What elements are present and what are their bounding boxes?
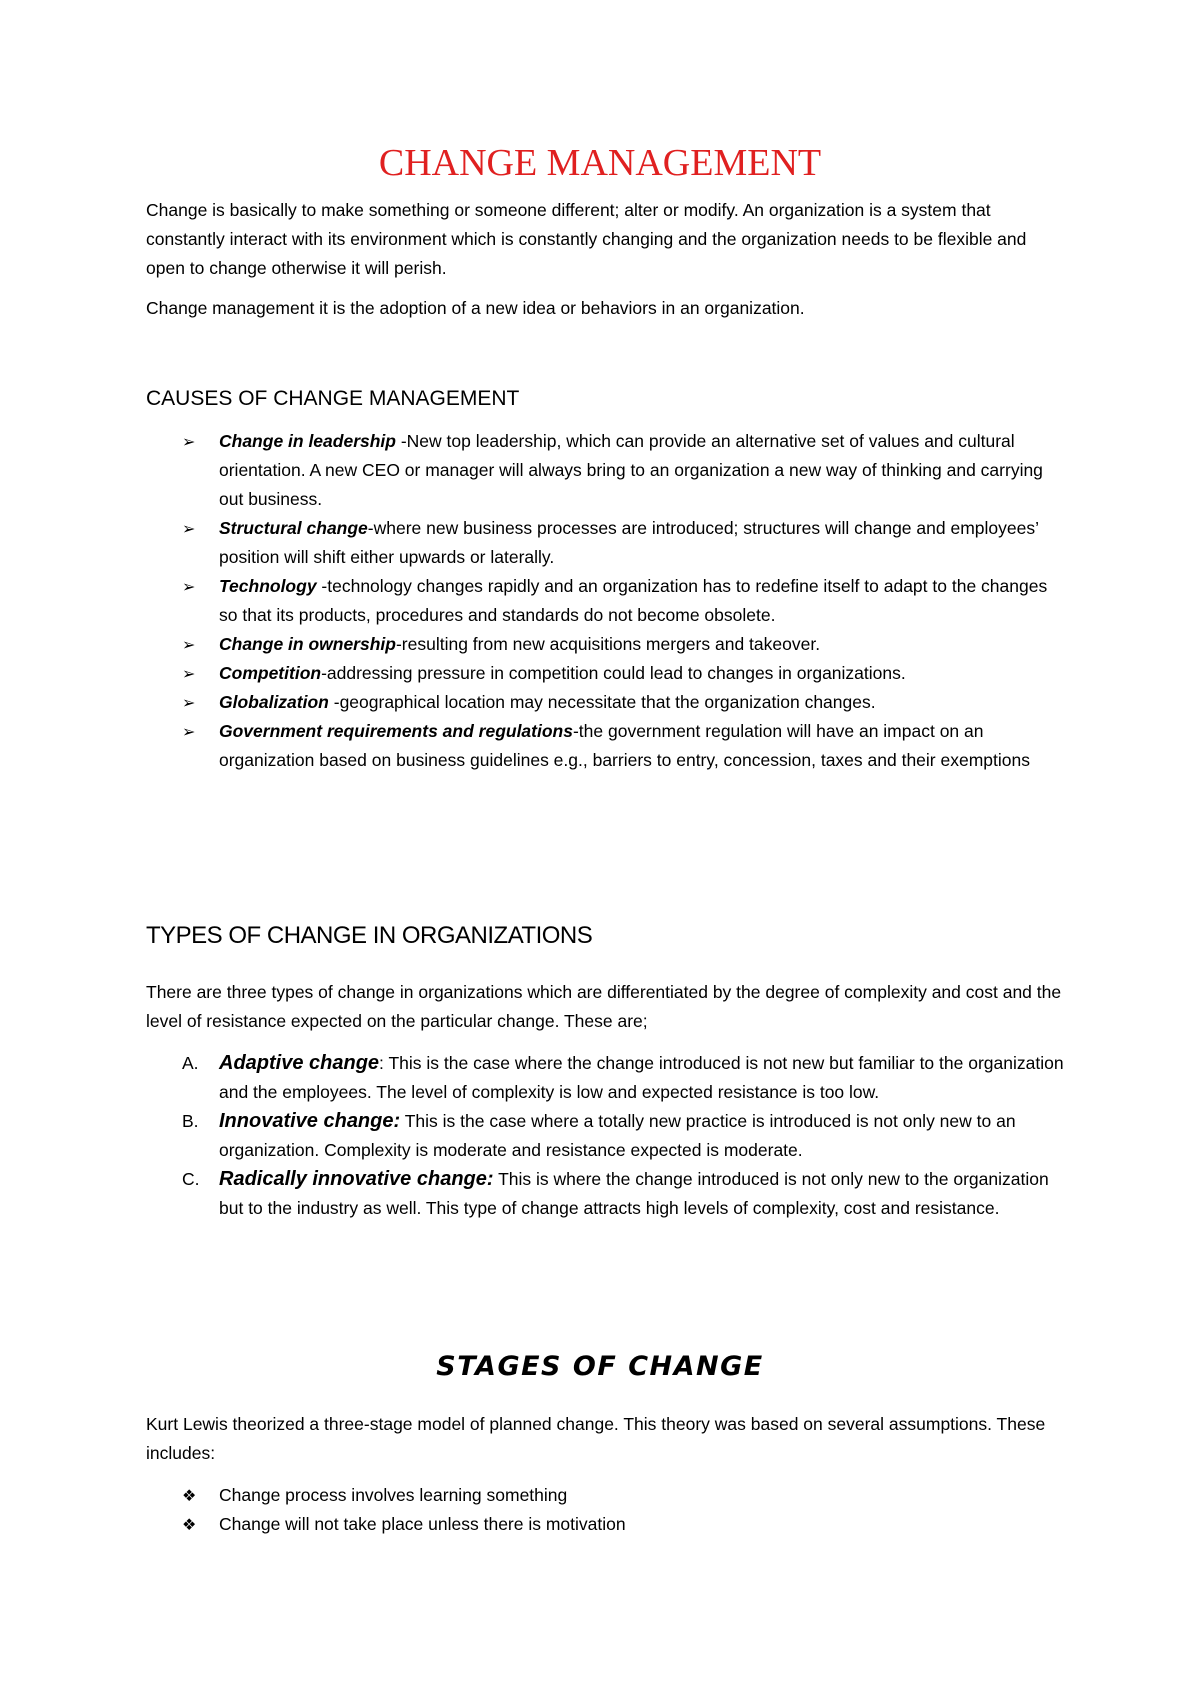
cause-text: -New top leadership, which can provide an alternative set of values and cultural orientation. A new CEO or manager will always bring to an organization a new way of thinking and carrying out business. (219, 431, 1043, 509)
list-letter: C. (182, 1169, 200, 1189)
types-intro: There are three types of change in organizations which are differentiated by the degree of complexity and cost and the level of resistance expected on the particular change. These are; (146, 982, 1062, 1031)
arrow-bullet-icon: ➢ (182, 693, 196, 712)
cause-term: Technology (219, 576, 317, 596)
cause-text: -the government regulation will have an impact on an organization based on business guidelines e.g., barriers to entry, concession, taxes and their exemptions (219, 721, 1030, 770)
stages-list (146, 1481, 1066, 1539)
stages-section (146, 1410, 1066, 1539)
stages-heading: STAGES OF CHANGE (436, 1351, 764, 1382)
list-item (146, 1049, 1066, 1107)
document-title: CHANGE MANAGEMENT (378, 142, 822, 184)
diamond-bullet-icon: ❖ (182, 1515, 197, 1534)
list-item (146, 1510, 1066, 1539)
cause-term: Globalization (219, 692, 329, 712)
list-item (146, 514, 1066, 572)
cause-text: -resulting from new acquisitions mergers and takeover. (395, 634, 821, 654)
type-term: Adaptive change (219, 1052, 380, 1074)
list-item (146, 1165, 1066, 1223)
list-item (146, 630, 1066, 659)
cause-term: Change in ownership (219, 634, 396, 654)
list-item (146, 717, 1066, 775)
stages-intro: Kurt Lewis theorized a three-stage model of planned change. This theory was based on several assumptions. These includes: (146, 1414, 1046, 1463)
causes-list (146, 427, 1066, 775)
list-letter: B. (182, 1111, 199, 1131)
arrow-bullet-icon: ➢ (182, 722, 196, 741)
list-item (146, 688, 1066, 717)
causes-section (146, 384, 1066, 775)
cause-text: -where new business processes are introduced; structures will change and employees’ position will shift either upwards or laterally. (219, 518, 1039, 567)
type-term: Innovative change: (219, 1110, 401, 1132)
stage-assumption-text: Change process involves learning something (219, 1485, 568, 1505)
list-letter: A. (182, 1053, 199, 1073)
intro-paragraph-2: Change management it is the adoption of a new idea or behaviors in an organization. (146, 298, 805, 318)
arrow-bullet-icon: ➢ (182, 519, 196, 538)
intro-section (146, 196, 1066, 323)
list-item (146, 572, 1066, 630)
type-text: This is where the change introduced is not only new to the organization but to the industry as well. This type of change attracts high levels of complexity, cost and resistance. (219, 1169, 1049, 1218)
arrow-bullet-icon: ➢ (182, 664, 196, 683)
list-item (146, 659, 1066, 688)
cause-term: Change in leadership (219, 431, 396, 451)
cause-term: Government requirements and regulations (219, 721, 573, 741)
type-text: : This is the case where the change introduced is not new but familiar to the organization and the employees. The level of complexity is low and expected resistance is too low. (219, 1053, 1064, 1102)
cause-text: -geographical location may necessitate that the organization changes. (328, 692, 876, 712)
types-list (146, 1049, 1066, 1223)
stage-assumption-text: Change will not take place unless there is motivation (219, 1514, 626, 1534)
arrow-bullet-icon: ➢ (182, 577, 196, 596)
cause-text: -addressing pressure in competition could lead to changes in organizations. (321, 663, 906, 683)
list-item (146, 1107, 1066, 1165)
diamond-bullet-icon: ❖ (182, 1486, 197, 1505)
type-text: This is the case where a totally new practice is introduced is not only new to an organization. Complexity is moderate and resistance expected is moderate. (219, 1111, 1016, 1160)
types-heading: TYPES OF CHANGE IN ORGANIZATIONS (146, 922, 593, 949)
intro-paragraph-1: Change is basically to make something or someone different; alter or modify. An organization is a system that constantly interact with its environment which is constantly changing and the organization needs to be flexible and open to change otherwise it will perish. (146, 200, 1027, 278)
list-item (146, 427, 1066, 514)
cause-text: -technology changes rapidly and an organization has to redefine itself to adapt to the changes so that its products, procedures and standards do not become obsolete. (219, 576, 1048, 625)
list-item (146, 1481, 1066, 1510)
cause-term: Competition (219, 663, 322, 683)
cause-term: Structural change (219, 518, 368, 538)
type-term: Radically innovative change: (219, 1168, 494, 1190)
causes-heading: CAUSES OF CHANGE MANAGEMENT (146, 387, 520, 410)
types-section (146, 920, 1066, 1223)
arrow-bullet-icon: ➢ (182, 635, 196, 654)
arrow-bullet-icon: ➢ (182, 432, 196, 451)
